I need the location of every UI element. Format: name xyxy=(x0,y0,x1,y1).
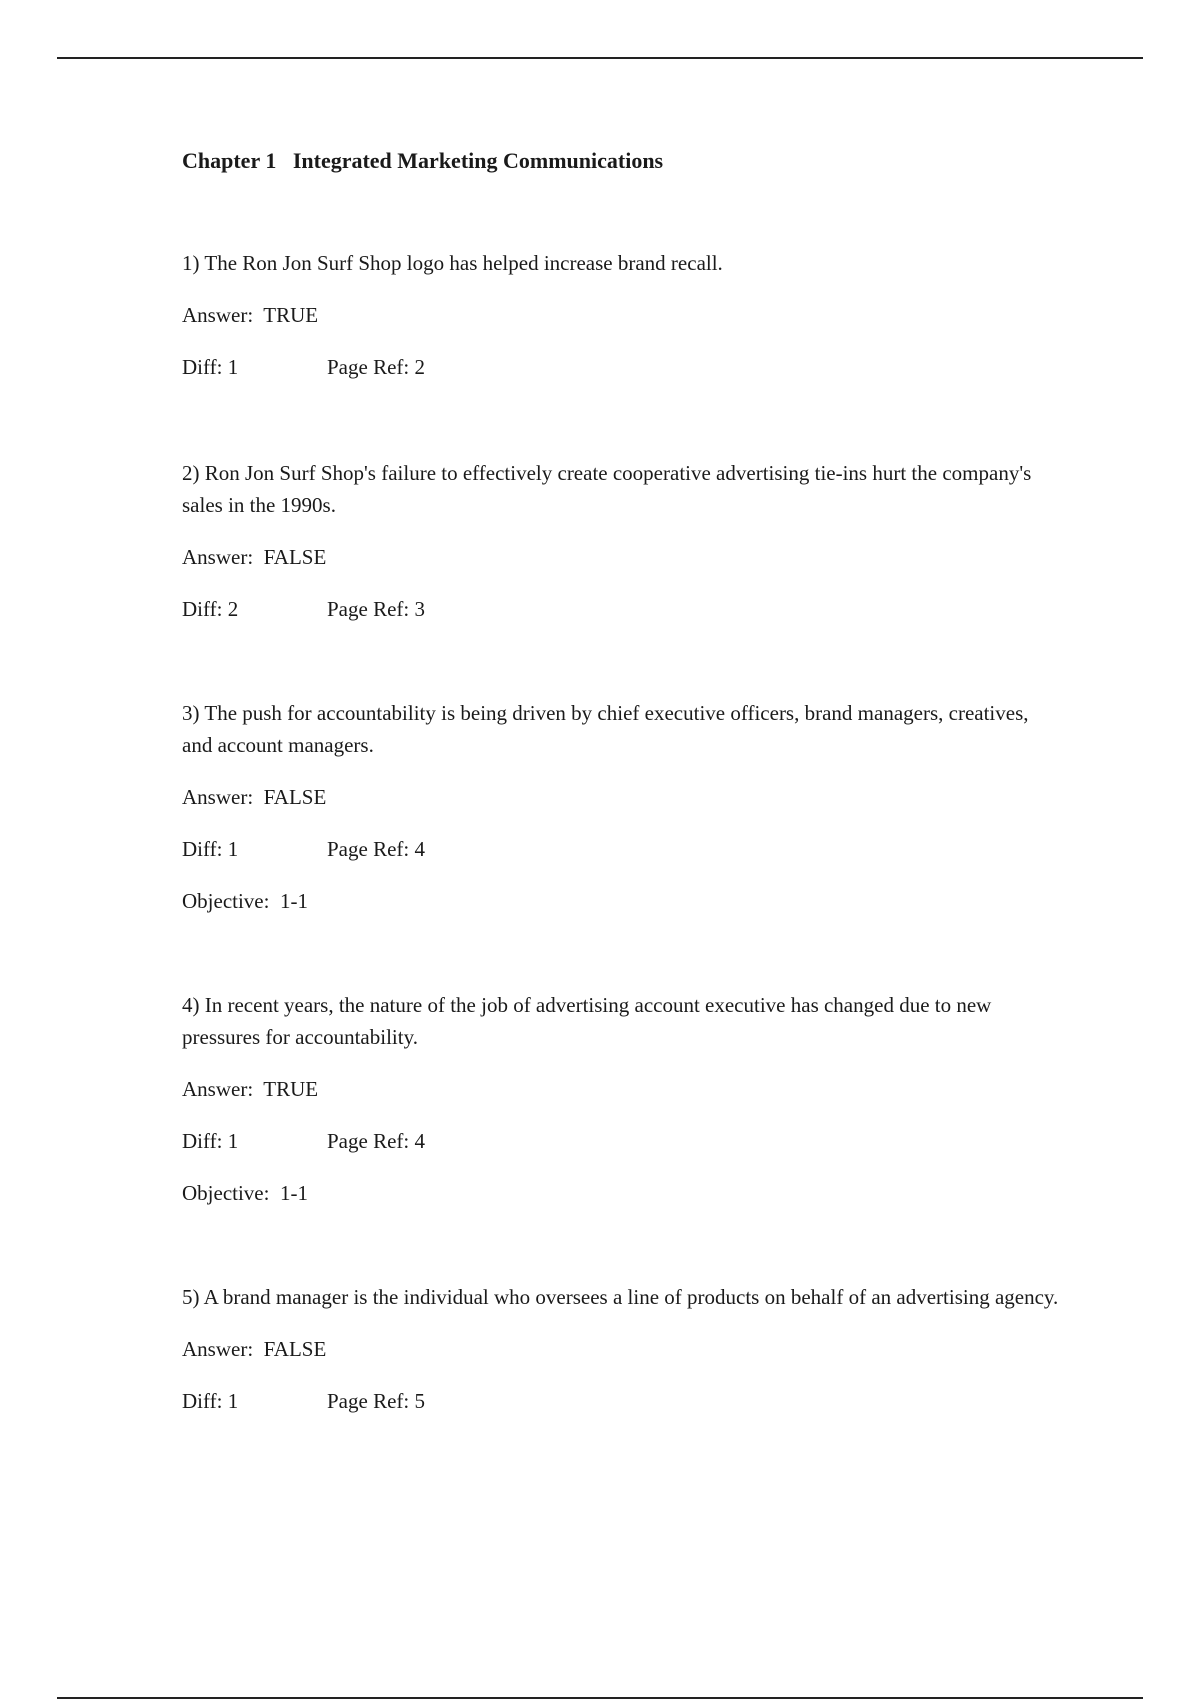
question-text: 4) In recent years, the nature of the job of advertising account executive has changed due to new pressures for accountability. xyxy=(182,993,992,1049)
answer: Answer: FALSE xyxy=(182,1337,327,1361)
objective: Objective: 1-1 xyxy=(182,1181,308,1205)
footer-rule xyxy=(57,1697,1143,1699)
question-5 xyxy=(182,1281,1062,1417)
question-4 xyxy=(182,989,1062,1209)
answer: Answer: TRUE xyxy=(182,303,319,327)
page-ref: Page Ref: 4 xyxy=(327,837,425,861)
diff-pageref-row xyxy=(182,1385,1062,1417)
difficulty: Diff: 1 xyxy=(182,837,239,861)
diff-pageref-row xyxy=(182,593,1062,625)
question-text: 3) The push for accountability is being driven by chief executive officers, brand managers, creatives, and account managers. xyxy=(182,701,1029,757)
difficulty: Diff: 2 xyxy=(182,597,239,621)
objective: Objective: 1-1 xyxy=(182,889,308,913)
difficulty: Diff: 1 xyxy=(182,1129,239,1153)
page-ref: Page Ref: 2 xyxy=(327,355,425,379)
diff-pageref-row xyxy=(182,833,1062,865)
question-3 xyxy=(182,697,1062,917)
chapter-title: Chapter 1 Integrated Marketing Communications xyxy=(182,148,664,173)
page-ref: Page Ref: 3 xyxy=(327,597,425,621)
difficulty: Diff: 1 xyxy=(182,1389,239,1413)
answer: Answer: TRUE xyxy=(182,1077,319,1101)
question-text: 2) Ron Jon Surf Shop's failure to effectively create cooperative advertising tie-ins hurt the company's sales in the 1990s. xyxy=(182,461,1032,517)
answer: Answer: FALSE xyxy=(182,785,327,809)
document-body xyxy=(182,146,1062,1413)
header-rule xyxy=(57,57,1143,59)
question-1 xyxy=(182,247,1062,383)
diff-pageref-row xyxy=(182,351,1062,383)
diff-pageref-row xyxy=(182,1125,1062,1157)
question-2 xyxy=(182,457,1062,625)
answer: Answer: FALSE xyxy=(182,545,327,569)
page-ref: Page Ref: 5 xyxy=(327,1389,425,1413)
difficulty: Diff: 1 xyxy=(182,355,239,379)
question-text: 5) A brand manager is the individual who oversees a line of products on behalf of an advertising agency. xyxy=(182,1285,1059,1309)
question-text: 1) The Ron Jon Surf Shop logo has helped increase brand recall. xyxy=(182,251,723,275)
page-ref: Page Ref: 4 xyxy=(327,1129,425,1153)
